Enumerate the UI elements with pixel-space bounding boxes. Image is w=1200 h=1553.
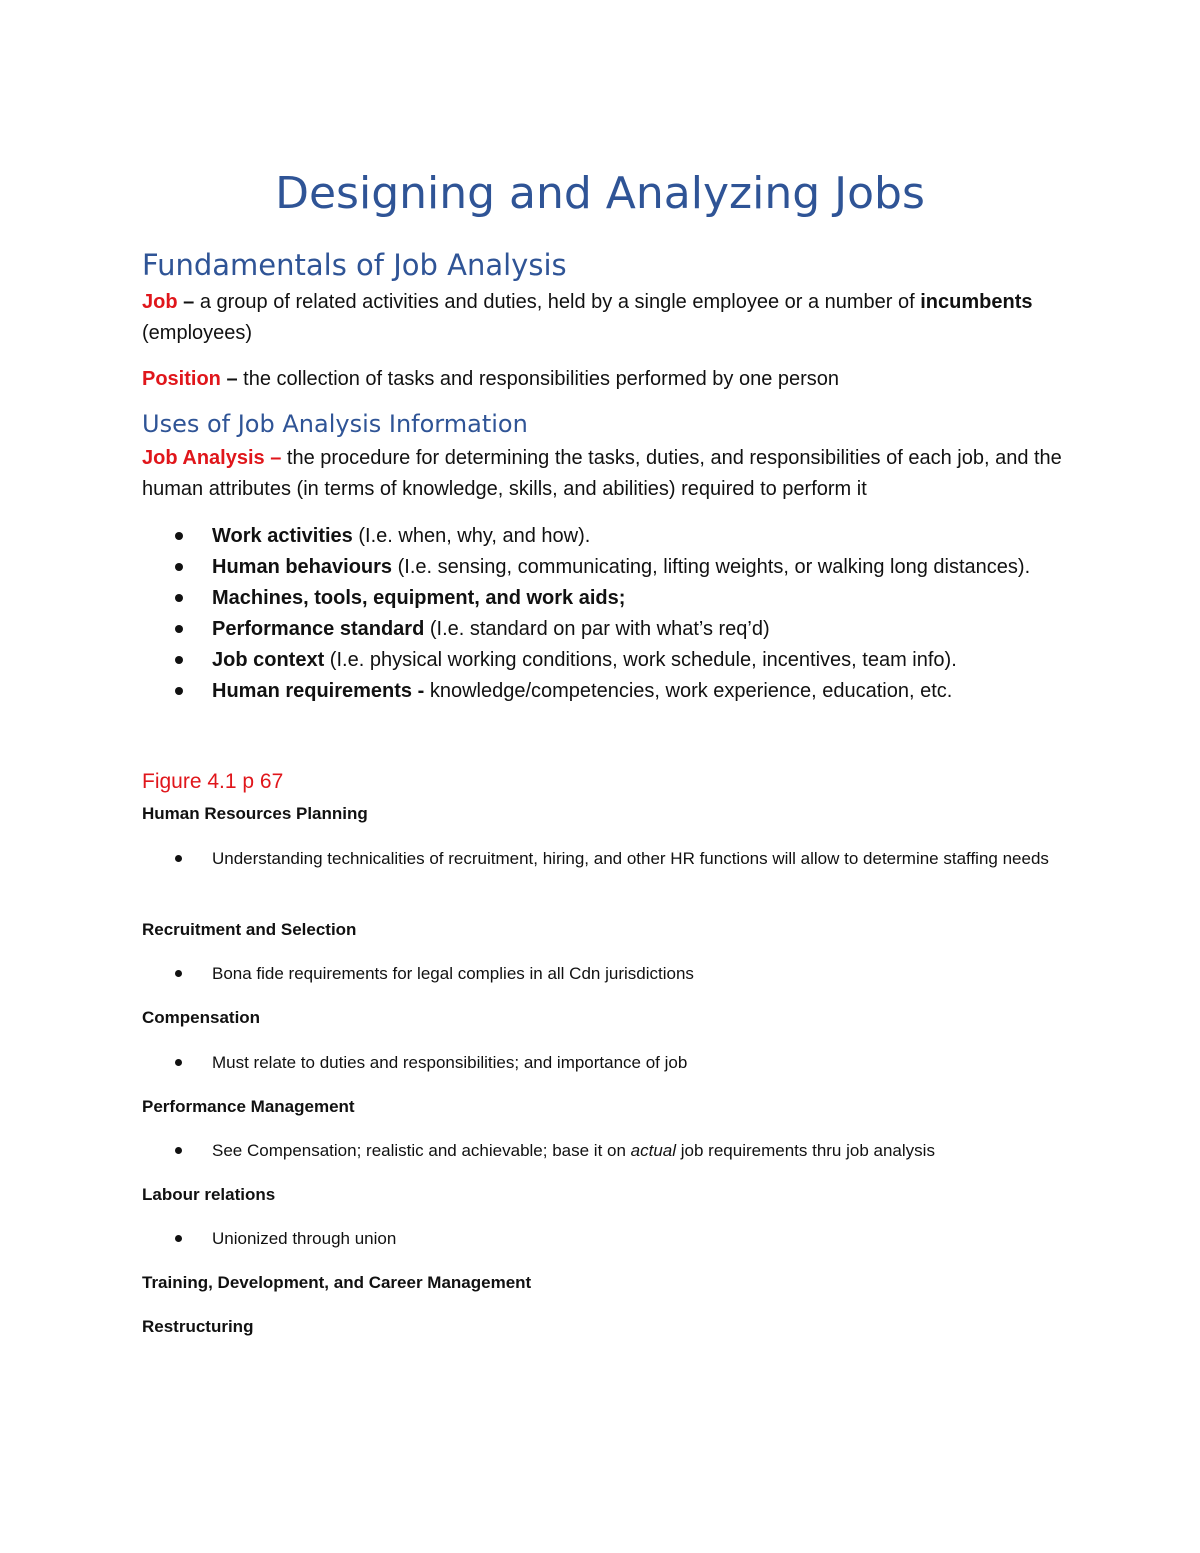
info-list [142,521,1042,707]
bullet-icon [175,563,183,571]
list-item: Performance standard (I.e. standard on par with what’s req’d) [142,614,1042,645]
incumbents-term: incumbents [920,291,1033,313]
bullet-icon [175,687,183,695]
list-item: Must relate to duties and responsibilities; and importance of job [142,1049,1082,1077]
section-title: Training, Development, and Career Management [142,1273,532,1292]
heading-fundamentals: Fundamentals of Job Analysis [142,248,567,282]
section-title: Labour relations [142,1185,276,1204]
list-item: Job context (I.e. physical working conditions, work schedule, incentives, team info). [142,645,1042,676]
job-term: Job [142,291,178,313]
section-title: Compensation [142,1008,261,1027]
document-title: Designing and Analyzing Jobs [275,168,925,219]
bullet-icon [175,855,182,862]
list-item: Unionized through union [142,1225,1082,1253]
job-analysis-term: Job Analysis – [142,447,282,469]
section-title: Human Resources Planning [142,804,368,823]
figure-reference: Figure 4.1 p 67 [142,770,284,793]
list-item: Work activities (I.e. when, why, and how). [142,521,1042,552]
position-term: Position [142,368,221,390]
bullet-icon [175,970,182,977]
section-title: Restructuring [142,1317,254,1336]
list-item: Human requirements - knowledge/competencies, work experience, education, etc. [142,676,1042,707]
list-item: Machines, tools, equipment, and work aids; [142,583,1042,614]
job-definition: Job – a group of related activities and duties, held by a single employee or a number of incumbents (employees) [142,291,1033,344]
bullet-icon [175,594,183,602]
section-bullets [142,1137,1082,1165]
section-bullets [142,1049,1082,1077]
list-item: Human behaviours (I.e. sensing, communicating, lifting weights, or walking long distances). [142,552,1042,583]
section-title: Performance Management [142,1097,355,1116]
bullet-icon [175,1235,182,1242]
bullet-icon [175,1059,182,1066]
list-item: Bona fide requirements for legal complies in all Cdn jurisdictions [142,960,1082,988]
job-analysis-definition: Job Analysis – the procedure for determining the tasks, duties, and responsibilities of each job, and the human attributes (in terms of knowledge, skills, and abilities) required to perform it [142,447,1062,500]
bullet-icon [175,656,183,664]
list-item: Understanding technicalities of recruitment, hiring, and other HR functions will allow to determine staffing needs [142,845,1082,873]
bullet-icon [175,625,183,633]
section-bullets [142,960,1082,988]
position-definition: Position – the collection of tasks and responsibilities performed by one person [142,368,840,390]
bullet-icon [175,532,183,540]
section-bullets [142,845,1082,873]
heading-uses: Uses of Job Analysis Information [142,410,528,438]
section-bullets [142,1225,1082,1253]
bullet-icon [175,1147,182,1154]
section-title: Recruitment and Selection [142,920,357,939]
list-item: See Compensation; realistic and achievable; base it on actual job requirements thru job analysis [142,1137,1082,1165]
